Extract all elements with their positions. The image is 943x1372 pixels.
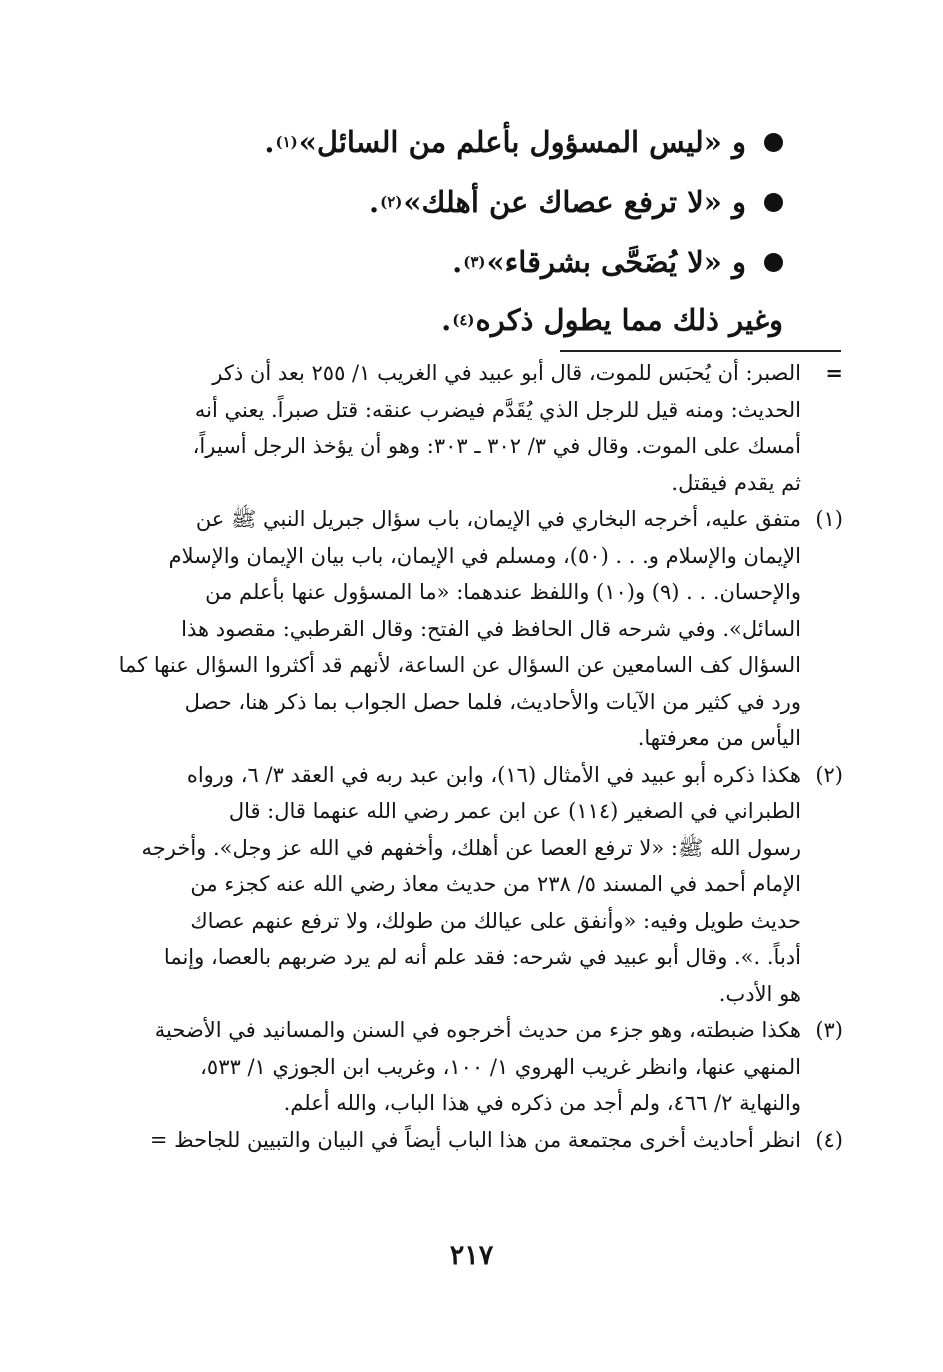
- footnote-line: هكذا ضبطته، وهو جزء من حديث أخرجوه في السنن والمسانيد في الأضحية: [154, 1018, 801, 1042]
- footnote-marker: (٢): [815, 762, 843, 787]
- bullet-dot-icon: [764, 253, 783, 272]
- bullet-end: .: [452, 245, 463, 279]
- footnote-marker: (٤): [815, 1127, 843, 1152]
- footnote-marker: (١): [815, 507, 843, 531]
- footnote-2: [101, 757, 843, 1013]
- bullet-text: «ليس المسؤول بأعلم من السائل»: [298, 125, 722, 159]
- footnote-line: المنهي عنها، وانظر غريب الهروي ١/ ١٠٠، وغريب ابن الجوزي ١/ ٥٣٣،: [200, 1054, 801, 1079]
- footnote-4: [101, 1122, 843, 1159]
- footnote-ref: (٤): [452, 311, 475, 329]
- footnote-line: الإيمان والإسلام و. . . (٥٠)، ومسلم في الإيمان، باب بيان الإيمان والإسلام: [168, 543, 801, 568]
- bullet-item: [83, 112, 783, 172]
- closing-line: [83, 290, 783, 350]
- footnote-marker: =: [825, 360, 843, 385]
- bullet-list: [83, 112, 783, 292]
- footnotes: [101, 355, 843, 1158]
- footnote-line: أمسك على الموت. وقال في ٣/ ٣٠٢ ـ ٣٠٣: وهو أن يؤخذ الرجل أسيراً،: [192, 434, 801, 458]
- bullet-prefix: و: [731, 245, 746, 279]
- footnote-ref: (٣): [463, 253, 486, 271]
- bullet-dot-icon: [764, 133, 783, 152]
- footnote-line: الطبراني في الصغير (١١٤) عن ابن عمر رضي الله عنهما قال: قال: [228, 799, 801, 823]
- footnote-line: أدباً. .». وقال أبو عبيد في شرحه: فقد علم أنه لم يرد ضربهم بالعصا، وإنما: [163, 945, 801, 969]
- bullet-text: «لا ترفع عصاك عن أهلك»: [403, 185, 722, 219]
- footnote-line: ورد في كثير من الآيات والأحاديث، فلما حصل الجواب بما ذكر هنا، حصل: [184, 689, 801, 714]
- footnote-ref: (٢): [380, 193, 403, 211]
- bullet-prefix: و: [731, 125, 746, 159]
- bullet-item: [83, 172, 783, 232]
- bullet-end: .: [368, 185, 380, 219]
- footnote-line: اليأس من معرفتها.: [637, 726, 801, 750]
- footnote-line: الحديث: ومنه قيل للرجل الذي يُقَدَّم فيضرب عنقه: قتل صبراً. يعني أنه: [194, 397, 801, 422]
- footnote-line: السؤال كف السامعين عن السؤال عن الساعة، لأنهم قد أكثروا السؤال عنها كما: [118, 653, 801, 677]
- footnote-line: هكذا ذكره أبو عبيد في الأمثال (١٦)، وابن عبد ربه في العقد ٣/ ٦، ورواه: [186, 762, 801, 787]
- footnote-line: هو الأدب.: [718, 981, 801, 1006]
- bullet-item: [83, 232, 783, 292]
- bullet-dot-icon: [764, 193, 783, 212]
- footnote-line: والإحسان. . . (٩) و(١٠) واللفظ عندهما: «ما المسؤول عنها بأعلم من: [205, 580, 801, 604]
- footnote-line: الإمام أحمد في المسند ٥/ ٢٣٨ من حديث معاذ رضي الله عنه كجزء من: [190, 872, 801, 896]
- bullet-text: «لا يُضَحَّى بشرقاء»: [486, 245, 722, 279]
- footnote-line: السائل». وفي شرحه قال الحافظ في الفتح: وقال القرطبي: مقصود هذا: [181, 616, 801, 641]
- bullet-end: .: [264, 125, 275, 159]
- footnote-line: ثم يقدم فيقتل.: [671, 470, 801, 495]
- footnote-line: الصبر: أن يُحبَس للموت، قال أبو عبيد في الغريب ١/ ٢٥٥ بعد أن ذكر: [212, 361, 801, 385]
- page-number: ٢١٧: [449, 1240, 494, 1271]
- footnote-line: حديث طويل وفيه: «وأنفق على عيالك من طولك، ولا ترفع عنهم عصاك: [190, 908, 801, 933]
- footnote-divider: [560, 350, 841, 352]
- footnote-ref: (١): [275, 133, 298, 151]
- closing-end: .: [441, 303, 452, 337]
- footnote-line: والنهاية ٢/ ٤٦٦، ولم أجد من ذكره في هذا الباب، والله أعلم.: [283, 1091, 801, 1115]
- footnote-line: رسول الله ﷺ: «لا ترفع العصا عن أهلك، وأخفهم في الله عز وجل». وأخرجه: [141, 835, 801, 860]
- footnote-3: [101, 1012, 843, 1122]
- footnote-1: [101, 501, 843, 757]
- closing-text: وغير ذلك مما يطول ذكره: [475, 303, 783, 337]
- footnote-line: انظر أحاديث أخرى مجتمعة من هذا الباب أيضاً في البيان والتبيين للجاحظ =: [149, 1127, 801, 1152]
- bullet-prefix: و: [731, 185, 746, 219]
- footnote-line: متفق عليه، أخرجه البخاري في الإيمان، باب سؤال جبريل النبي ﷺ عن: [195, 507, 801, 531]
- footnote-marker: (٣): [815, 1018, 843, 1042]
- footnote-continuation: [101, 355, 843, 501]
